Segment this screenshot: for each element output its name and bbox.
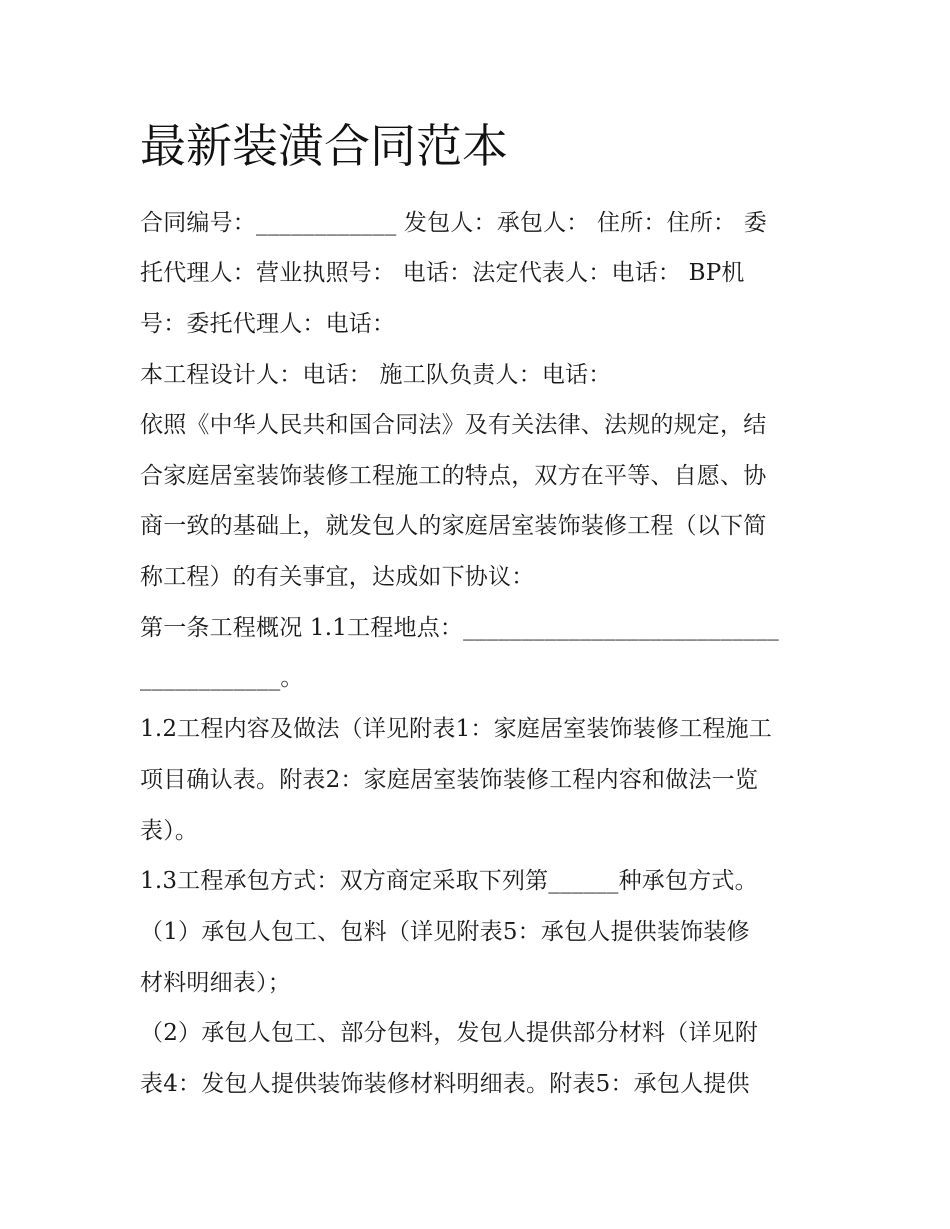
text-line: 表）。 bbox=[140, 818, 199, 844]
text-line: 表4：发包人提供装饰装修材料明细表。附表5：承包人提供 bbox=[140, 1071, 750, 1097]
text-line: 1.3工程承包方式：双方商定采取下列第______种承包方式。 bbox=[140, 868, 758, 894]
text-line: 1.2工程内容及做法（详见附表1：家庭居室装饰装修工程施工 bbox=[140, 716, 773, 742]
text-line: 依照《中华人民共和国合同法》及有关法律、法规的规定，结 bbox=[140, 412, 767, 438]
text-line: 商一致的基础上，就发包人的家庭居室装饰装修工程（以下简 bbox=[140, 513, 767, 539]
text-line: 材料明细表）； bbox=[140, 970, 291, 996]
text-line: 项目确认表。附表2：家庭居室装饰装修工程内容和做法一览 bbox=[140, 767, 759, 793]
text-line: （1）承包人包工、包料（详见附表5：承包人提供装饰装修 bbox=[140, 919, 750, 945]
text-line: 称工程）的有关事宜，达成如下协议： bbox=[140, 564, 535, 590]
text-line: 合同编号：____________ 发包人：承包人： 住所：住所： 委 bbox=[140, 210, 767, 236]
text-line: （2）承包人包工、部分包料，发包人提供部分材料（详见附 bbox=[140, 1020, 759, 1046]
text-line: 合家庭居室装饰装修工程施工的特点，双方在平等、自愿、协 bbox=[140, 463, 767, 489]
text-line: 托代理人：营业执照号： 电话：法定代表人：电话： BP机 bbox=[140, 260, 745, 286]
text-line: 本工程设计人：电话： 施工队负责人：电话： bbox=[140, 362, 612, 388]
text-line: 号：委托代理人：电话： bbox=[140, 311, 396, 337]
text-line: ____________。 bbox=[140, 665, 304, 691]
text-line: 第一条工程概况 1.1工程地点：___________________________ bbox=[140, 615, 779, 641]
document-title: 最新装潢合同范本 bbox=[140, 119, 508, 173]
